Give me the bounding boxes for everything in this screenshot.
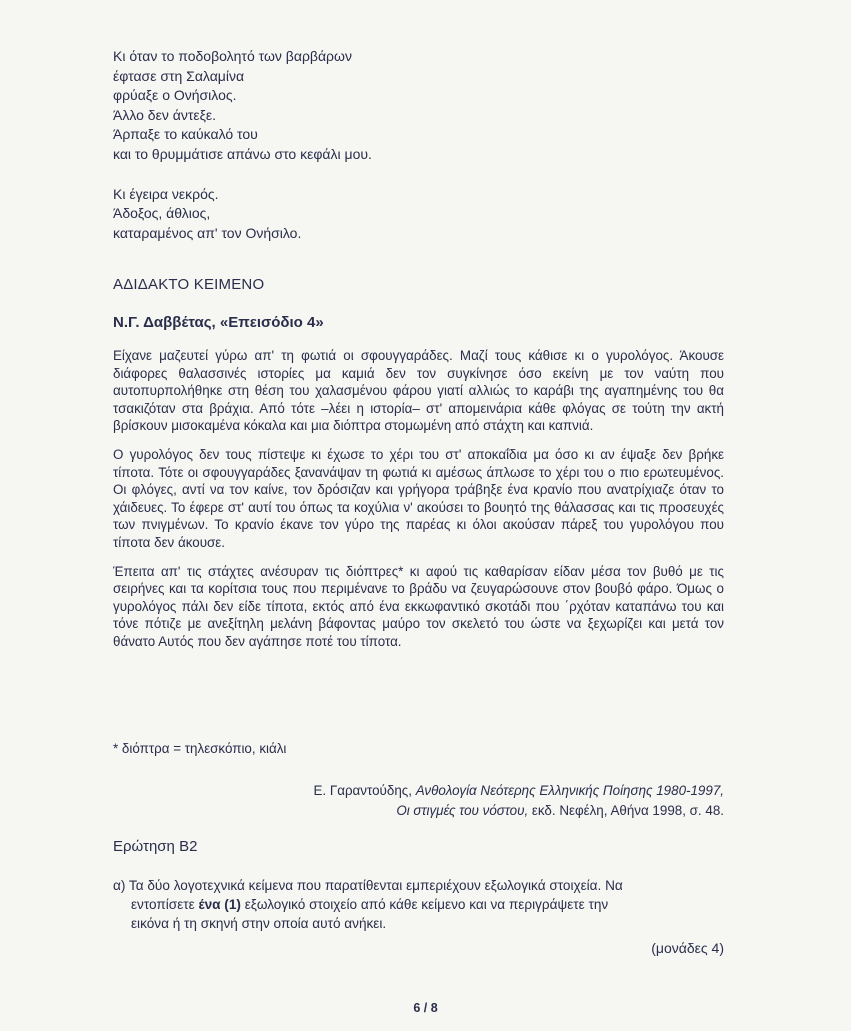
question-text-2a: εντοπίσετε: [131, 897, 195, 912]
question-body: [113, 876, 724, 933]
question-title: Ερώτηση Β2: [113, 838, 198, 855]
unseen-text-body: [113, 347, 724, 662]
question-text-1: Τα δύο λογοτεχνικά κείμενα που παρατίθενται εμπεριέχουν εξωλογικά στοιχεία. Να: [128, 878, 623, 893]
section-title: ΑΔΙΔΑΚΤΟ ΚΕΙΜΕΝΟ: [113, 276, 265, 293]
source-publication: εκδ. Νεφέλη, Αθήνα 1998, σ. 48.: [531, 803, 724, 818]
question-emphasis: ένα (1): [198, 897, 241, 912]
poem-line: Κι όταν το ποδοβολητό των βαρβάρων: [113, 48, 352, 64]
source-line-2: [104, 801, 724, 821]
poem-line: Άρπαξε το καύκαλό του: [113, 126, 258, 143]
question-line: [113, 876, 724, 895]
text-title: [113, 314, 324, 331]
stanza-gap: [113, 165, 733, 185]
poem-line: έφτασε στη Σαλαμίνα: [113, 67, 245, 84]
source-editor: Ε. Γαραντούδης,: [313, 783, 412, 798]
question-line: [113, 895, 724, 914]
prose-paragraph: Ο γυρολόγος δεν τους πίστεψε κι έχωσε το χέρι του στ' αποκαΐδια μα όσο κι αν έψαξε δεν βρήκε τίποτα. Τότε οι σφουγγαράδες ξανανάψαν τη φωτιά κι αμέσως άπλωσε το χέρι του ο πιο ερωτευμένος. Οι φλόγες, αντί να τον καίνε, τον δρόσιζαν και γρήγορα τράβηξε ένα κρανίο που ανατρίχιαζε όταν το χάιδευες. Το έφερε στ' αυτί του όπως τα κοχύλια ν' ακούσει το βουητό της θάλασσας και τις προσευχές των πνιγμένων. Το κρανίο έκανε τον γύρο της παρέας κι όλοι ακούσαν πάρεξ του γυρολόγου που τίποτα δεν άκουσε.: [113, 446, 724, 550]
question-text-2b: εξωλογικό στοιχείο από κάθε κείμενο και να περιγράψετε την: [244, 897, 609, 912]
question-line: εικόνα ή τη σκηνή στην οποία αυτό ανήκει.: [131, 916, 387, 931]
source-citation: [104, 781, 724, 821]
source-collection: Οι στιγμές του νόστου,: [396, 803, 529, 818]
source-anthology: Ανθολογία Νεότερης Ελληνικής Ποίησης 1980-1997,: [415, 783, 724, 798]
prose-paragraph: Έπειτα απ' τις στάχτες ανέσυραν τις διόπτρες* κι αφού τις καθαρίσαν είδαν μέσα τον βυθό με τις σειρήνες και τα κορίτσια τους που περιμένανε το βράδυ να ζευγαρώσουνε στον βουβό φάρο. Όμως ο γυρολόγος πάλι δεν είδε τίποτα, εκτός από ένα εκκωφαντικό σκοτάδι που ΄ρχόταν καταπάνω του και τόνε πότιζε με ανεξίτηλη μελάνη βάφοντας μαύρο τον σκελετό του ώστε να ξεχωρίζει και μετά τον θάνατο Αυτός που δεν αγάπησε ποτέ του τίποτα.: [113, 563, 724, 649]
marks-label: (μονάδες 4): [651, 940, 724, 956]
footnote: * διόπτρα = τηλεσκόπιο, κιάλι: [113, 741, 287, 756]
poem-line: καταραμένος απ' τον Ονήσιλο.: [113, 224, 302, 241]
poem-line: Κι έγειρα νεκρός.: [113, 185, 219, 202]
poem-line: και το θρυμμάτισε απάνω στο κεφάλι μου.: [113, 145, 372, 162]
poem-line: φρύαξε ο Ονήσιλος.: [113, 87, 237, 104]
poem-line: Άλλο δεν άντεξε.: [113, 106, 216, 123]
page-number: 6 / 8: [413, 1001, 438, 1015]
source-line-1: [104, 781, 724, 801]
question-label: α): [113, 878, 126, 893]
text-work-title: «Επεισόδιο 4»: [219, 314, 324, 331]
prose-paragraph: Είχανε μαζευτεί γύρω απ' τη φωτιά οι σφουγγαράδες. Μαζί τους κάθισε κι ο γυρολόγος. Άκουσε διάφορες θαλασσινές ιστορίες μα καμιά δεν τον συγκίνησε όσο εκείνη με τον ναύτη που αυτοπυρπολήθηκε στη θέση του χαλασμένου φάρου γιατί αλλιώς το καράβι της αγαπημένης του θα τσακιζόταν στα βράχια. Από τότε –λέει η ιστορία– στ' απομεινάρια κάθε φλόγας σε τούτη την ακτή βρίσκουν μισοκαμένα κόκαλα και μια διόπτρα στομωμένη από στάχτη και καπνιά.: [113, 348, 724, 434]
poem-excerpt: [113, 47, 733, 243]
poem-line: Άδοξος, άθλιος,: [113, 205, 211, 222]
text-author: Ν.Γ. Δαββέτας,: [113, 314, 216, 331]
